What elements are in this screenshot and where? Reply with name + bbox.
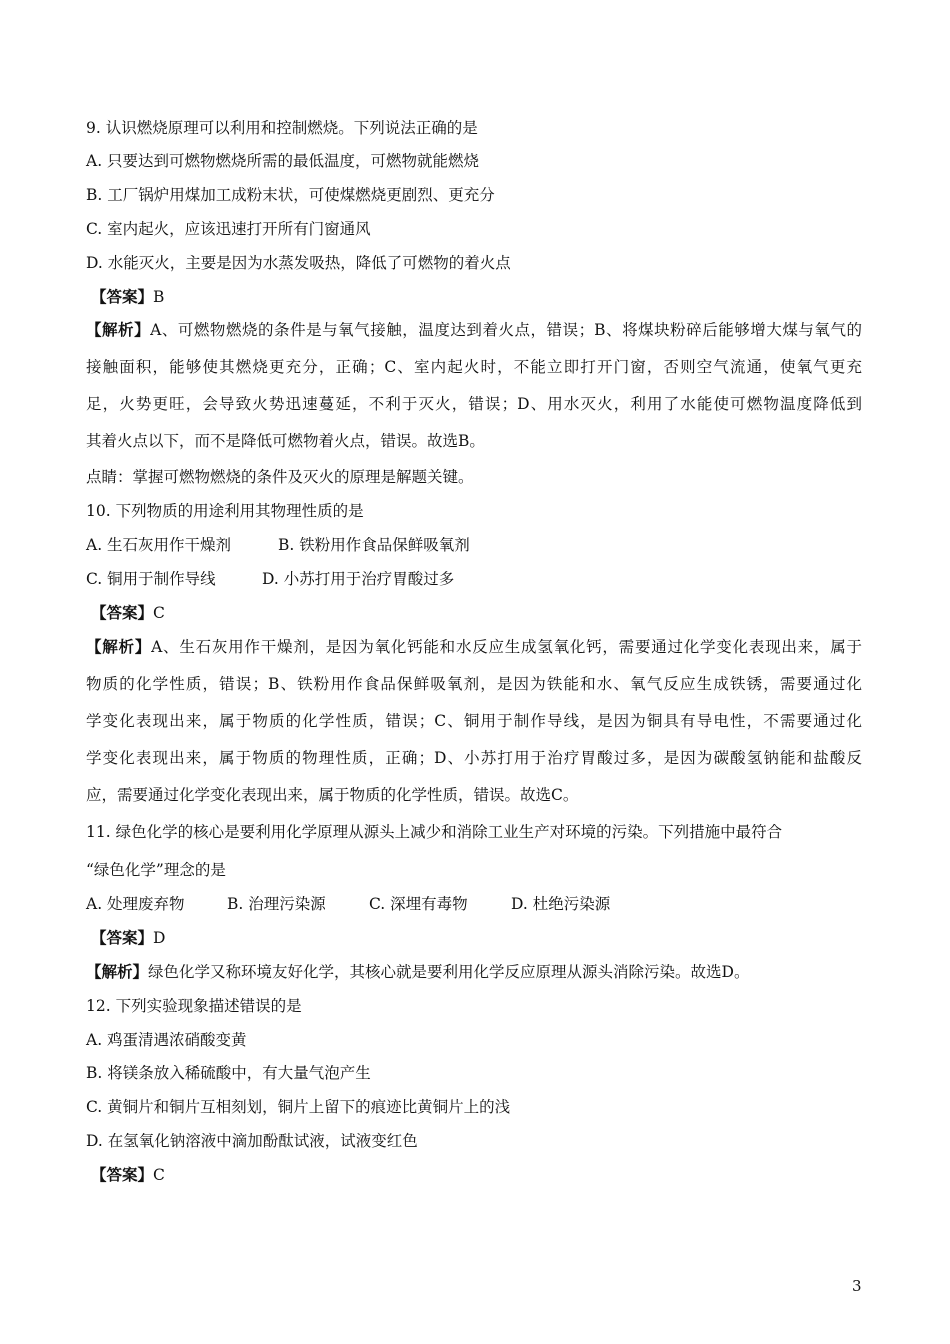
q11-option-b: B. 治理污染源 <box>227 895 326 913</box>
q9-analysis-label: 【解析】 <box>86 320 151 339</box>
q9-analysis-line-1 <box>86 320 862 340</box>
q11-analysis <box>86 962 749 982</box>
q10-answer-value: C <box>153 604 165 622</box>
q9-option-a: A. 只要达到可燃物燃烧所需的最低温度，可燃物就能燃烧 <box>86 152 480 170</box>
q9-option-c: C. 室内起火，应该迅速打开所有门窗通风 <box>86 220 371 238</box>
q12-option-d: D. 在氢氧化钠溶液中滴加酚酞试液，试液变红色 <box>86 1132 418 1150</box>
q10-analysis-text-1: A、生石灰用作干燥剂，是因为氧化钙能和水反应生成氢氧化钙，需要通过化学变化表现出来，属于 <box>151 638 862 656</box>
q11-option-c: C. 深埋有毒物 <box>369 895 468 913</box>
q11-analysis-text: 绿色化学又称环境友好化学，其核心就是要利用化学反应原理从源头消除污染。故选D。 <box>148 963 750 981</box>
q12-answer <box>91 1165 165 1185</box>
q10-option-c: C. 铜用于制作导线 <box>86 570 216 588</box>
q9-analysis-text-1: A、可燃物燃烧的条件是与氧气接触，温度达到着火点，错误；B、将煤块粉碎后能够增大煤与氧气的 <box>150 321 862 339</box>
q10-option-a: A. 生石灰用作干燥剂 <box>86 536 232 554</box>
q9-answer-label: 【答案】 <box>91 287 154 306</box>
q12-option-c: C. 黄铜片和铜片互相刻划，铜片上留下的痕迹比黄铜片上的浅 <box>86 1098 511 1116</box>
q9-tip: 点睛：掌握可燃物燃烧的条件及灭火的原理是解题关键。 <box>86 468 474 486</box>
q11-option-a: A. 处理废弃物 <box>86 895 185 913</box>
q10-analysis-line-5: 应，需要通过化学变化表现出来，属于物质的化学性质，错误。故选C。 <box>86 786 579 804</box>
q9-analysis-line-2: 接触面积，能够使其燃烧更充分，正确；C、室内起火时，不能立即打开门窗，否则空气流通，使氧气更充 <box>86 358 862 376</box>
q10-option-b: B. 铁粉用作食品保鲜吸氧剂 <box>278 536 470 554</box>
q11-option-d: D. 杜绝污染源 <box>511 895 611 913</box>
q11-stem-line-2: “绿色化学”理念的是 <box>86 861 226 879</box>
page-number: 3 <box>852 1277 862 1295</box>
q10-options-row-1 <box>86 535 470 555</box>
q11-analysis-label: 【解析】 <box>86 962 149 981</box>
q10-analysis-line-2: 物质的化学性质，错误；B、铁粉用作食品保鲜吸氧剂，是因为铁能和水、氧气反应生成铁锈，需要通过化 <box>86 675 862 693</box>
q11-answer-value: D <box>153 929 166 947</box>
q9-option-d: D. 水能灭火，主要是因为水蒸发吸热，降低了可燃物的着火点 <box>86 254 511 272</box>
q10-options-row-2 <box>86 569 454 589</box>
q10-analysis-line-4: 学变化表现出来，属于物质的物理性质，正确；D、小苏打用于治疗胃酸过多，是因为碳酸氢钠能和盐酸反 <box>86 749 862 767</box>
q12-answer-value: C <box>153 1166 165 1184</box>
q9-stem: 9. 认识燃烧原理可以利用和控制燃烧。下列说法正确的是 <box>86 119 478 137</box>
q10-analysis-line-1 <box>86 637 862 657</box>
q10-stem: 10. 下列物质的用途利用其物理性质的是 <box>86 502 364 520</box>
q9-answer <box>91 287 164 307</box>
q11-answer-label: 【答案】 <box>91 928 154 947</box>
q11-stem-line-1: 11. 绿色化学的核心是要利用化学原理从源头上减少和消除工业生产对环境的污染。下列措施中最符合 <box>86 823 783 841</box>
q12-stem: 12. 下列实验现象描述错误的是 <box>86 997 302 1015</box>
q12-option-a: A. 鸡蛋清遇浓硝酸变黄 <box>86 1031 247 1049</box>
q11-answer <box>91 928 165 948</box>
q10-answer <box>91 603 165 623</box>
q11-options-row <box>86 894 610 914</box>
q10-analysis-label: 【解析】 <box>86 637 152 656</box>
q10-answer-label: 【答案】 <box>91 603 154 622</box>
q10-option-d: D. 小苏打用于治疗胃酸过多 <box>262 570 455 588</box>
q9-answer-value: B <box>153 288 165 306</box>
q12-answer-label: 【答案】 <box>91 1165 154 1184</box>
q12-option-b: B. 将镁条放入稀硫酸中，有大量气泡产生 <box>86 1064 371 1082</box>
q9-option-b: B. 工厂锅炉用煤加工成粉末状，可使煤燃烧更剧烈、更充分 <box>86 186 495 204</box>
q9-analysis-line-4: 其着火点以下，而不是降低可燃物着火点，错误。故选B。 <box>86 432 485 450</box>
q9-analysis-line-3: 足，火势更旺，会导致火势迅速蔓延，不利于灭火，错误；D、用水灭火，利用了水能使可燃物温度降低到 <box>86 395 862 413</box>
q10-analysis-line-3: 学变化表现出来，属于物质的化学性质，错误；C、铜用于制作导线，是因为铜具有导电性，不需要通过化 <box>86 712 862 730</box>
